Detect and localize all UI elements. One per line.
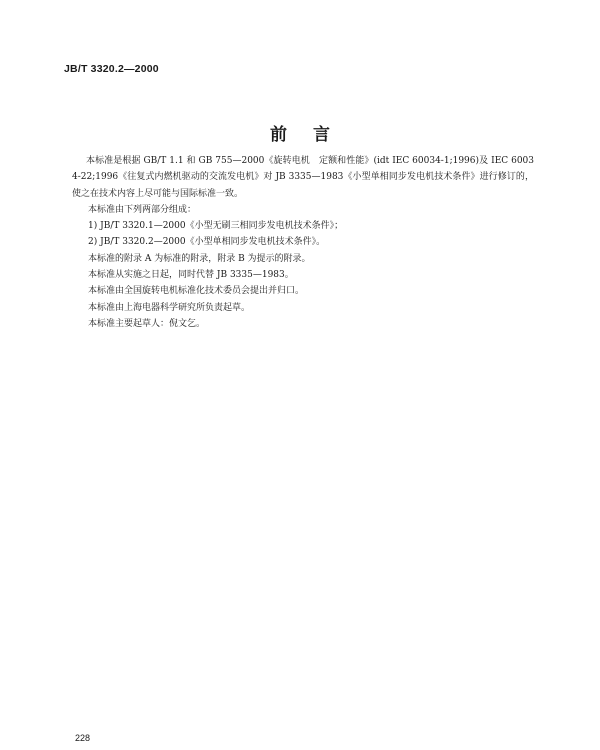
paragraph-composition: 本标准由下列两部分组成： — [88, 204, 197, 215]
standard-code: JB/T 3320.2—2000 — [64, 63, 159, 75]
page-number: 228 — [75, 733, 91, 743]
list-item-part-2: 2) JB/T 3320.2—2000《小型单相同步发电机技术条件》。 — [88, 237, 326, 248]
foreword-body — [72, 153, 534, 332]
paragraph-drafter-org: 本标准由上海电器科学研究所负责起草。 — [88, 302, 251, 313]
paragraph-intro: 本标准是根据 GB/T 1.1 和 GB 755—2000《旋转电机 定额和性能》(idt IEC 60034-1;1996)及 IEC 60034-22;1996《往复式内燃机驱动的交流发电机》对 JB 3335—1983《小型单相同步发电机技术条件》进行修订的，使之在技术内容上尽可能与国际标准一致。 — [72, 156, 534, 199]
paragraph-appendix: 本标准的附录 A 为标准的附录，附录 B 为提示的附录。 — [88, 253, 311, 264]
list-item-part-1: 1) JB/T 3320.1—2000《小型无刷三相同步发电机技术条件》； — [88, 221, 344, 232]
paragraph-drafter-person: 本标准主要起草人：倪文乞。 — [88, 318, 206, 329]
paragraph-replacement: 本标准从实施之日起，同时代替 JB 3335—1983。 — [88, 270, 294, 281]
page-title: 前言 — [270, 125, 356, 145]
paragraph-proposer: 本标准由全国旋转电机标准化技术委员会提出并归口。 — [88, 286, 305, 297]
